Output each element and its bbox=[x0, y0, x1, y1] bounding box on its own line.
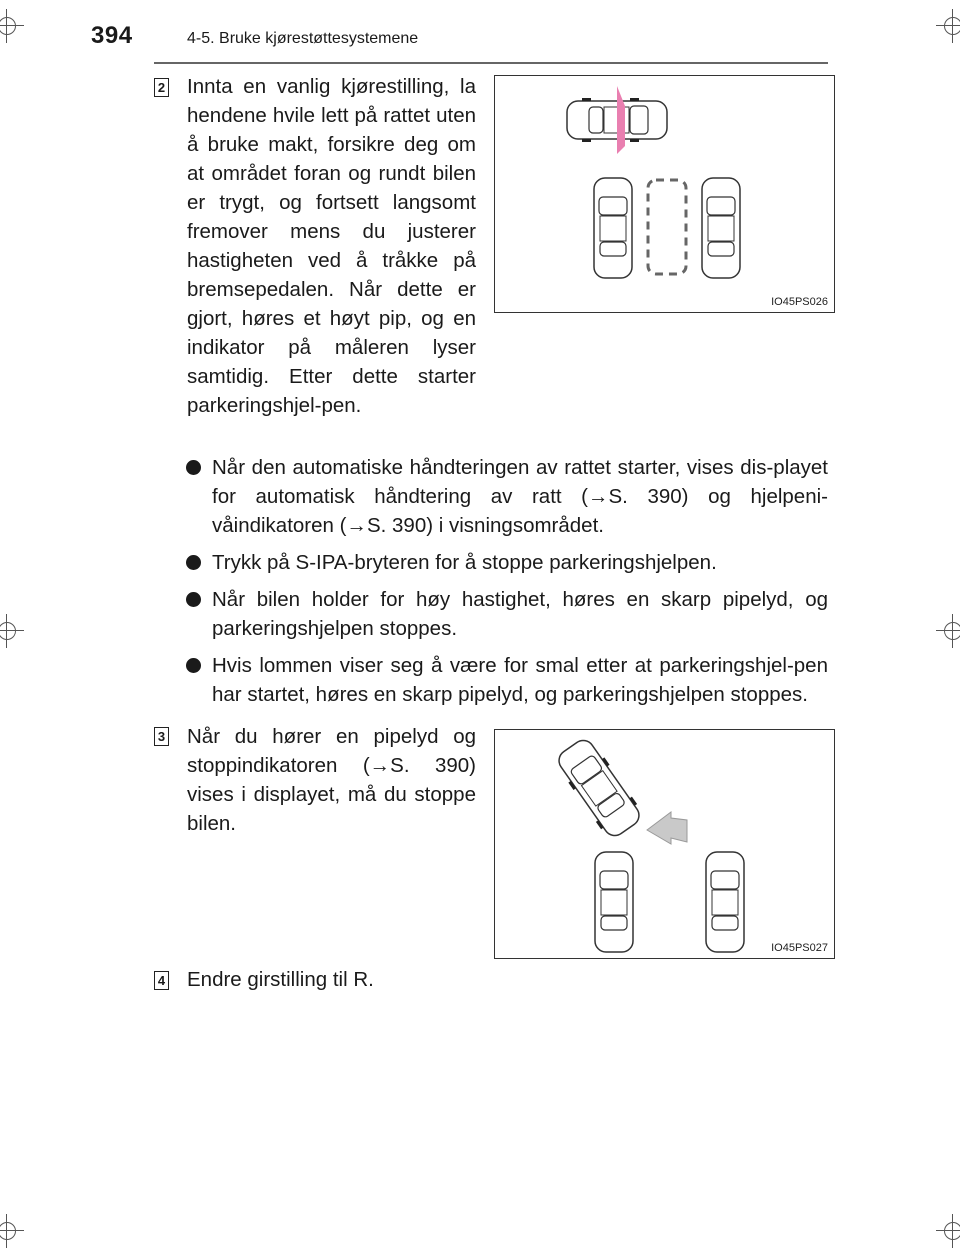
figure-parking-approach bbox=[494, 75, 835, 313]
figure-code: IO45PS026 bbox=[771, 296, 828, 308]
parked-car-right bbox=[702, 178, 740, 278]
step-number-badge: 4 bbox=[154, 971, 169, 990]
parked-car-left bbox=[595, 852, 633, 952]
bullet-dot-icon bbox=[186, 555, 201, 570]
bullet-dot-icon bbox=[186, 658, 201, 673]
bullet-dot-icon bbox=[186, 592, 201, 607]
bullet-text: Trykk på S-IPA-bryteren for å stoppe parkeringshjelpen. bbox=[212, 551, 717, 574]
reverse-direction-arrow-icon bbox=[647, 812, 687, 844]
crop-mark-mid-right bbox=[936, 614, 960, 648]
target-parking-space bbox=[648, 180, 686, 274]
crop-mark-bottom-left bbox=[0, 1214, 24, 1248]
crop-mark-top-right bbox=[936, 9, 960, 43]
crop-mark-bottom-right bbox=[936, 1214, 960, 1248]
bullet-list bbox=[186, 453, 828, 717]
header-rule bbox=[154, 62, 828, 64]
parked-car-left bbox=[594, 178, 632, 278]
bullet-text: Hvis lommen viser seg å være for smal etter at parkeringshjel-pen har startet, høres en skarp pipelyd, og parkeringshjelpen stoppes. bbox=[212, 654, 828, 706]
bullet-item bbox=[186, 585, 828, 643]
maneuvering-car bbox=[552, 734, 645, 841]
step-4-text: Endre girstilling til R. bbox=[187, 968, 374, 991]
section-title: 4-5. Bruke kjørestøttesystemene bbox=[187, 30, 419, 47]
bullet-text: Når bilen holder for høy hastighet, høres en skarp pipelyd, og parkeringshjelpen stoppes. bbox=[212, 588, 828, 640]
figure-code: IO45PS027 bbox=[771, 942, 828, 954]
bullet-item bbox=[186, 453, 828, 540]
step-2-text: Innta en vanlig kjørestilling, la hendene hvile lett på rattet uten å bruke makt, forsikre deg om at området foran og rundt bilen er trygt, og fortsett langsomt fremover mens du justerer hastigheten ved å tråkke på bremsepedalen. Når dette er gjort, høres et høyt pip, og en indikator på måleren lyser samtidig. Etter dette starter parkeringshjel-pen. bbox=[187, 75, 476, 417]
parking-stop-illustration bbox=[495, 730, 834, 958]
parking-approach-illustration bbox=[495, 76, 834, 312]
crop-mark-top-left bbox=[0, 9, 24, 43]
page-number: 394 bbox=[91, 22, 133, 49]
crop-mark-mid-left bbox=[0, 614, 24, 648]
parked-car-right bbox=[706, 852, 744, 952]
bullet-dot-icon bbox=[186, 460, 201, 475]
figure-parking-stop bbox=[494, 729, 835, 959]
step-number-badge: 3 bbox=[154, 727, 169, 746]
bullet-item bbox=[186, 548, 828, 577]
bullet-text: Når den automatiske håndteringen av rattet starter, vises dis-playet for automatisk håndtering av ratt (→S. 390) og hjelpeni-våindikatoren (→S. 390) i visningsområdet. bbox=[212, 456, 828, 537]
step-3-text: Når du hører en pipelyd og stoppindikatoren (→S. 390) vises i displayet, må du stoppe bilen. bbox=[187, 725, 476, 835]
bullet-item bbox=[186, 651, 828, 709]
step-number-badge: 2 bbox=[154, 78, 169, 97]
